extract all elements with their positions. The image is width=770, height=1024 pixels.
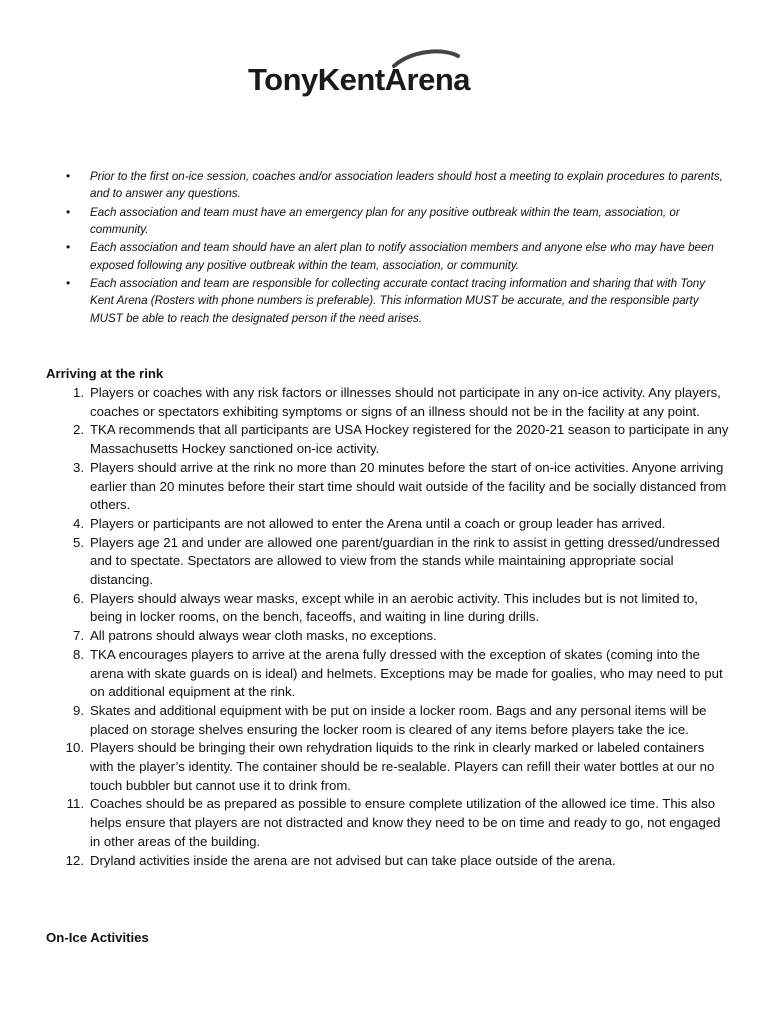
logo-text-kent: Kent <box>317 62 385 97</box>
rule-item <box>46 421 730 458</box>
rule-item <box>46 646 730 702</box>
rule-number: 3. <box>73 459 84 475</box>
tony-kent-arena-logo <box>244 48 524 106</box>
rule-number: 8. <box>73 646 84 662</box>
bullet-item: • Each association and team must have an emergency plan for any positive outbreak within the team, association, or community. <box>64 204 724 239</box>
rule-number: 7. <box>73 628 84 644</box>
rule-item <box>46 384 730 421</box>
bullet-item: • Each association and team are responsible for collecting accurate contact tracing information and sharing that with Tony Kent Arena (Rosters with phone numbers is preferable). This information MUST be accurate, and the responsible party MUST be able to reach the designated person if the need arises. <box>64 275 724 327</box>
rule-text: TKA encourages players to arrive at the arena fully dressed with the exception of skates (coming into the arena with skate guards on is ideal) and helmets. Exceptions may be made for goalies, who may need to put on additional equipment at the rink. <box>90 646 723 700</box>
preparation-bullet-list <box>64 168 724 328</box>
rule-text: Coaches should be as prepared as possible to ensure complete utilization of the allowed ice time. This also helps ensure that players are not distracted and know they need to be on time and ready to go, not engaged in other areas of the building. <box>90 796 721 849</box>
rule-number: 2. <box>73 422 84 438</box>
rule-text: All patrons should always wear cloth masks, no exceptions. <box>90 628 437 644</box>
logo-text-arena: Arena <box>384 62 471 97</box>
rule-number: 5. <box>73 534 84 550</box>
rule-number: 4. <box>73 515 84 531</box>
rule-text: Players should arrive at the rink no more than 20 minutes before the start of on-ice activities. Anyone arriving earlier than 20 minutes before their start time should wait outside of the facility and be socially distanced from others. <box>90 459 727 513</box>
rule-number: 1. <box>73 385 84 400</box>
rule-text: Players or participants are not allowed to enter the Arena until a coach or group leader has arrived. <box>90 515 666 531</box>
rule-text: Players should be bringing their own rehydration liquids to the rink in clearly marked or labeled containers with the player’s identity. The container should be re-sealable. Players can refill their water bottles at our no touch bubbler but cannot use it to drink from. <box>90 740 715 793</box>
rule-item <box>46 534 730 590</box>
rule-item <box>46 852 730 871</box>
rule-number: 11. <box>66 796 84 812</box>
rule-item <box>46 702 730 739</box>
bullet-item: • Each association and team should have an alert plan to notify association members and anyone else who may have been exposed following any positive outbreak within the team, association, or community. <box>64 239 724 274</box>
rule-text: Dryland activities inside the arena are not advised but can take place outside of the arena. <box>90 852 616 868</box>
rule-text: TKA recommends that all participants are USA Hockey registered for the 2020-21 season to participate in any Massachusetts Hockey sanctioned on-ice activity. <box>90 422 729 457</box>
rule-item <box>46 459 730 515</box>
rule-item <box>46 627 730 646</box>
svg-text:TonyKentArena <box>248 62 471 97</box>
rule-text: Players age 21 and under are allowed one parent/guardian in the rink to assist in getting dressed/undressed and to spectate. Spectators are allowed to view from the stands while maintaining appropriate social distancing. <box>90 534 720 588</box>
rule-item <box>46 515 730 534</box>
rule-item <box>46 739 730 795</box>
rule-text: Players or coaches with any risk factors or illnesses should not participate in any on-ice activity. Any players, coaches or spectators exhibiting symptoms or signs of an illness should not be in the facility at any point. <box>90 385 721 419</box>
logo-text-tony: Tony <box>248 62 318 97</box>
rule-item <box>46 795 730 851</box>
rule-number: 6. <box>73 590 84 606</box>
rule-number: 9. <box>73 702 84 718</box>
on-ice-heading: On-Ice Activities <box>46 930 149 945</box>
rule-text: Players should always wear masks, except while in an aerobic activity. This includes but is not limited to, being in locker rooms, on the bench, faceoffs, and waiting in line during drills. <box>90 590 698 625</box>
arriving-rules-list <box>46 384 730 870</box>
rule-number: 10. <box>65 740 84 756</box>
rule-number: 12. <box>65 852 84 868</box>
bullet-item: • Prior to the first on-ice session, coaches and/or association leaders should host a meeting to explain procedures to parents, and to answer any questions. <box>64 168 724 203</box>
rule-item <box>46 590 730 627</box>
logo-graphic <box>244 48 524 106</box>
rule-text: Skates and additional equipment with be put on inside a locker room. Bags and any personal items will be placed on storage shelves ensuring the locker room is cleared of any items before players take the ice. <box>90 702 707 737</box>
arriving-heading: Arriving at the rink <box>46 366 164 381</box>
